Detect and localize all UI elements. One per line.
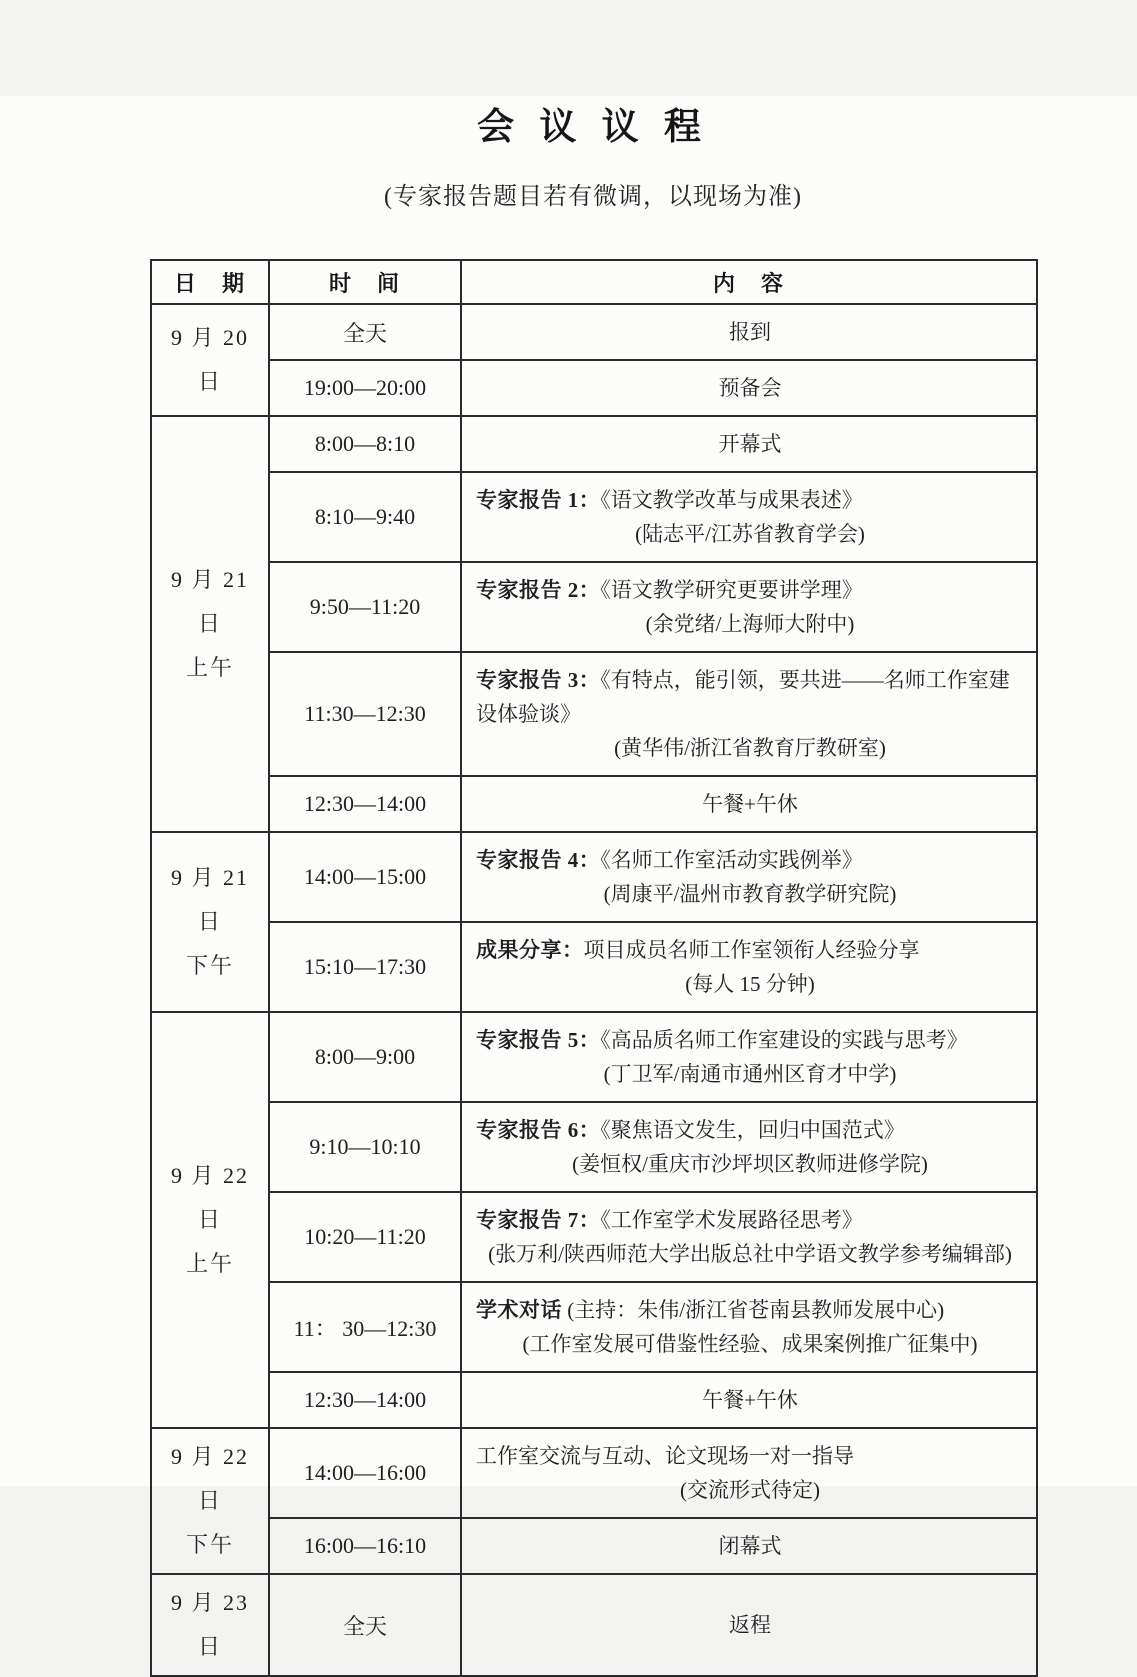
content-cell: [461, 1012, 1037, 1102]
content-line: [476, 573, 1024, 607]
content-text: 报到: [729, 320, 771, 344]
content-text: 闭幕式: [718, 1534, 782, 1558]
content-cell: [461, 922, 1037, 1012]
page-subtitle: (专家报告题目若有微调，以现场为准): [384, 184, 802, 210]
time-cell: 19:00—20:00: [269, 360, 461, 416]
content-text: (工作室发展可借鉴性经验、成果案例推广征集中): [522, 1332, 978, 1356]
table-row: [151, 922, 1037, 1012]
date-text: 9 月 21 日: [170, 567, 249, 636]
content-text: 《高品质名师工作室建设的实践与思考》: [600, 1028, 968, 1052]
date-text: 9 月 23 日: [170, 1590, 249, 1659]
content-cell: [461, 1282, 1037, 1372]
date-text: 9 月 20 日: [170, 325, 249, 394]
time-cell: 16:00—16:10: [269, 1518, 461, 1574]
content-text: 午餐+午休: [702, 1388, 798, 1412]
table-row: [151, 416, 1037, 472]
date-text: 上午: [185, 655, 234, 680]
content-text: (周康平/温州市教育教学研究院): [603, 882, 897, 906]
content-line: [476, 427, 1024, 461]
content-line: [476, 843, 1024, 877]
content-text: 返程: [729, 1613, 771, 1637]
content-line: [476, 877, 1024, 911]
table-row: [151, 1372, 1037, 1428]
content-text: 预备会: [718, 376, 782, 400]
time-cell: 12:30—14:00: [269, 776, 461, 832]
content-line: [476, 1057, 1024, 1091]
content-line: [476, 1237, 1024, 1271]
table-row: [151, 652, 1037, 776]
content-cell: [461, 472, 1037, 562]
content-line: [476, 787, 1024, 821]
content-cell: [461, 562, 1037, 652]
time-cell: 12:30—14:00: [269, 1372, 461, 1428]
content-text: 《语文教学改革与成果表述》: [600, 488, 863, 512]
date-text: 上午: [185, 1251, 234, 1276]
date-text: 9 月 22 日: [170, 1163, 249, 1232]
time-cell: 8:00—8:10: [269, 416, 461, 472]
time-cell: 14:00—15:00: [269, 832, 461, 922]
content-line: [476, 1327, 1024, 1361]
content-text: (主持：朱伟/浙江省苍南县教师发展中心): [562, 1298, 945, 1322]
content-text: (陆志平/江苏省教育学会): [635, 522, 865, 546]
content-cell: [461, 1518, 1037, 1574]
content-label: 专家报告 7：: [476, 1208, 601, 1232]
content-line: [476, 1529, 1024, 1563]
content-text: (姜恒权/重庆市沙坪坝区教师进修学院): [572, 1152, 928, 1176]
content-cell: [461, 1428, 1037, 1518]
table-row: [151, 472, 1037, 562]
content-label: 专家报告 1：: [476, 488, 601, 512]
content-cell: [461, 776, 1037, 832]
content-label: 专家报告 5：: [476, 1028, 601, 1052]
content-line: [476, 1113, 1024, 1147]
content-line: [476, 1293, 1024, 1327]
content-line: [476, 1473, 1024, 1507]
content-cell: [461, 652, 1037, 776]
content-text: 午餐+午休: [702, 792, 798, 816]
content-text: 项目成员名师工作室领衔人经验分享: [583, 938, 920, 962]
table-row: [151, 1518, 1037, 1574]
content-line: [476, 1439, 1024, 1473]
time-cell: 9:10—10:10: [269, 1102, 461, 1192]
content-label: 专家报告 6：: [476, 1118, 601, 1142]
time-cell: 15:10—17:30: [269, 922, 461, 1012]
content-line: [476, 1203, 1024, 1237]
content-label: 学术对话: [476, 1298, 562, 1322]
time-cell: 全天: [269, 1574, 461, 1676]
content-cell: [461, 1372, 1037, 1428]
content-line: [476, 607, 1024, 641]
table-row: [151, 1012, 1037, 1102]
content-line: [476, 1147, 1024, 1181]
content-cell: [461, 1574, 1037, 1676]
table-row: [151, 776, 1037, 832]
table-row: [151, 1192, 1037, 1282]
time-cell: 全天: [269, 304, 461, 360]
content-text: 开幕式: [718, 432, 782, 456]
content-text: 《工作室学术发展路径思考》: [600, 1208, 863, 1232]
table-row: [151, 1102, 1037, 1192]
table-row: [151, 304, 1037, 360]
agenda-table: [150, 259, 1038, 1677]
content-line: [476, 517, 1024, 551]
document-header: [150, 96, 1036, 211]
content-text: 《有特点，能引领，要共进——名师工作室建设体验谈》: [476, 668, 1010, 726]
content-cell: [461, 304, 1037, 360]
table-row: [151, 1428, 1037, 1518]
content-label: 专家报告 2：: [476, 578, 601, 602]
content-line: [476, 483, 1024, 517]
time-cell: 11： 30—12:30: [269, 1282, 461, 1372]
time-cell: 14:00—16:00: [269, 1428, 461, 1518]
content-cell: [461, 416, 1037, 472]
content-text: 《语文教学研究更要讲学理》: [600, 578, 863, 602]
table-row: [151, 1574, 1037, 1676]
date-text: 9 月 21 日: [170, 865, 249, 934]
content-line: [476, 1383, 1024, 1417]
content-text: (交流形式待定): [680, 1478, 820, 1502]
content-text: (张万利/陕西师范大学出版总社中学语文教学参考编辑部): [488, 1242, 1012, 1266]
time-cell: 11:30—12:30: [269, 652, 461, 776]
column-header-date: 日 期: [151, 260, 269, 304]
content-line: [476, 315, 1024, 349]
content-text: 《聚焦语文发生，回归中国范式》: [600, 1118, 905, 1142]
time-cell: 8:00—9:00: [269, 1012, 461, 1102]
content-text: (黄华伟/浙江省教育厅教研室): [614, 736, 886, 760]
date-cell: [151, 1428, 269, 1574]
content-cell: [461, 1102, 1037, 1192]
time-cell: 8:10—9:40: [269, 472, 461, 562]
table-row: [151, 1282, 1037, 1372]
column-header-content: 内 容: [461, 260, 1037, 304]
content-text: 《名师工作室活动实践例举》: [600, 848, 863, 872]
date-cell: [151, 1574, 269, 1676]
content-line: [476, 371, 1024, 405]
date-cell: [151, 1012, 269, 1428]
content-line: [476, 933, 1024, 967]
time-cell: 10:20—11:20: [269, 1192, 461, 1282]
content-label: 专家报告 4：: [476, 848, 601, 872]
content-line: [476, 663, 1024, 731]
content-text: (丁卫军/南通市通州区育才中学): [603, 1062, 897, 1086]
date-cell: [151, 832, 269, 1012]
content-cell: [461, 1192, 1037, 1282]
content-text: (每人 15 分钟): [685, 972, 815, 996]
column-header-time: 时 间: [269, 260, 461, 304]
table-row: [151, 562, 1037, 652]
table-row: [151, 360, 1037, 416]
date-cell: [151, 416, 269, 832]
content-line: [476, 1023, 1024, 1057]
content-label: 专家报告 3：: [476, 668, 601, 692]
date-cell: [151, 304, 269, 416]
date-text: 下午: [185, 953, 234, 978]
content-text: 工作室交流与互动、论文现场一对一指导: [476, 1444, 854, 1468]
page-title: 会 议 议 程: [477, 107, 709, 148]
date-text: 下午: [185, 1532, 234, 1557]
content-cell: [461, 360, 1037, 416]
table-header-row: [151, 260, 1037, 304]
content-text: (余党绪/上海师大附中): [645, 612, 855, 636]
agenda-table-body: [151, 304, 1037, 1676]
content-line: [476, 967, 1024, 1001]
table-row: [151, 832, 1037, 922]
date-text: 9 月 22 日: [170, 1444, 249, 1513]
document-page: [0, 96, 1137, 1659]
content-cell: [461, 832, 1037, 922]
content-line: [476, 1608, 1024, 1642]
content-label: 成果分享：: [476, 938, 584, 962]
content-line: [476, 731, 1024, 765]
time-cell: 9:50—11:20: [269, 562, 461, 652]
